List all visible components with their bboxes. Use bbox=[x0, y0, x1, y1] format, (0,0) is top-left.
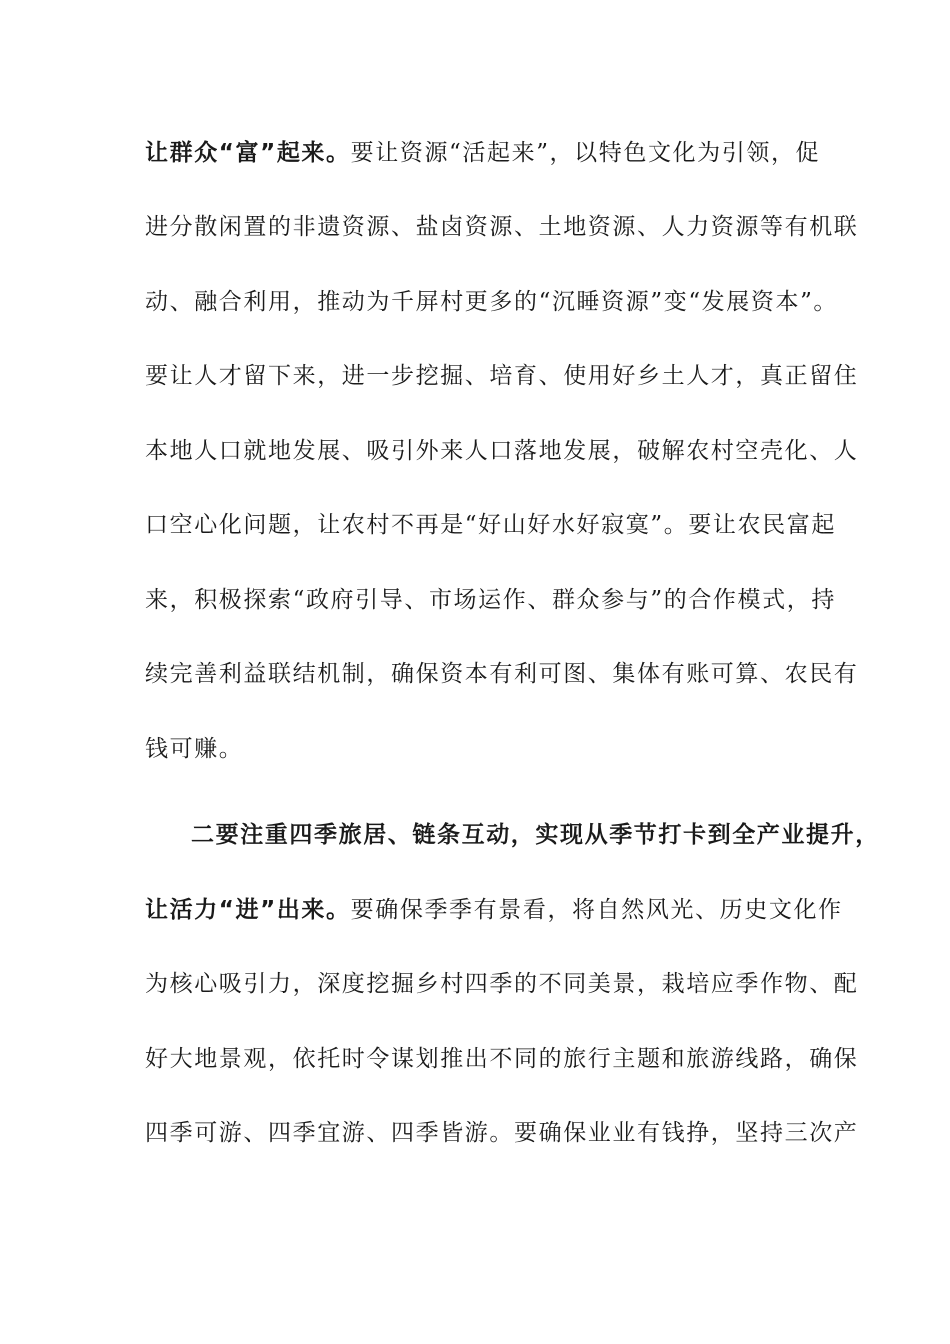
paragraph-1-line-4: 要让人才留下来，进一步挖掘、培育、使用好乡土人才，真正留住 bbox=[145, 363, 859, 389]
paragraph-1-line-6: 口空心化问题，让农村不再是“好山好水好寂寞”。要让农民富起 bbox=[145, 512, 836, 538]
paragraph-1-line-1-text: 要让资源“活起来”，以特色文化为引领，促 bbox=[350, 140, 821, 166]
paragraph-2-line-3: 为核心吸引力，深度挖掘乡村四季的不同美景，栽培应季作物、配 bbox=[145, 971, 859, 997]
paragraph-2-line-2-text: 要确保季季有景看，将自然风光、历史文化作 bbox=[350, 897, 843, 923]
paragraph-1-line-3: 动、融合利用，推动为千屏村更多的“沉睡资源”变“发展资本”。 bbox=[145, 289, 839, 315]
paragraph-1-line-2: 进分散闲置的非遗资源、盐卤资源、土地资源、人力资源等有机联 bbox=[145, 214, 859, 240]
paragraph-2-line-4: 好大地景观，依托时令谋划推出不同的旅行主题和旅游线路，确保 bbox=[145, 1046, 859, 1072]
paragraph-2-heading-line-1: 二要注重四季旅居、链条互动，实现从季节打卡到全产业提升， bbox=[191, 822, 880, 848]
paragraph-2-line-5: 四季可游、四季宜游、四季皆游。要确保业业有钱挣，坚持三次产 bbox=[145, 1120, 859, 1146]
paragraph-1-line-7: 来，积极探索“政府引导、市场运作、群众参与”的合作模式，持 bbox=[145, 587, 836, 613]
paragraph-2-bold-heading: 让活力“进”出来。 bbox=[145, 897, 351, 923]
paragraph-1-bold-heading: 让群众“富”起来。 bbox=[145, 140, 351, 166]
paragraph-1-line-9: 钱可赚。 bbox=[145, 736, 244, 762]
paragraph-1-line-1 bbox=[145, 138, 821, 168]
paragraph-2-line-2 bbox=[145, 895, 843, 925]
paragraph-1-line-8: 续完善利益联结机制，确保资本有利可图、集体有账可算、农民有 bbox=[145, 661, 859, 687]
paragraph-1-line-5: 本地人口就地发展、吸引外来人口落地发展，破解农村空壳化、人 bbox=[145, 438, 859, 464]
